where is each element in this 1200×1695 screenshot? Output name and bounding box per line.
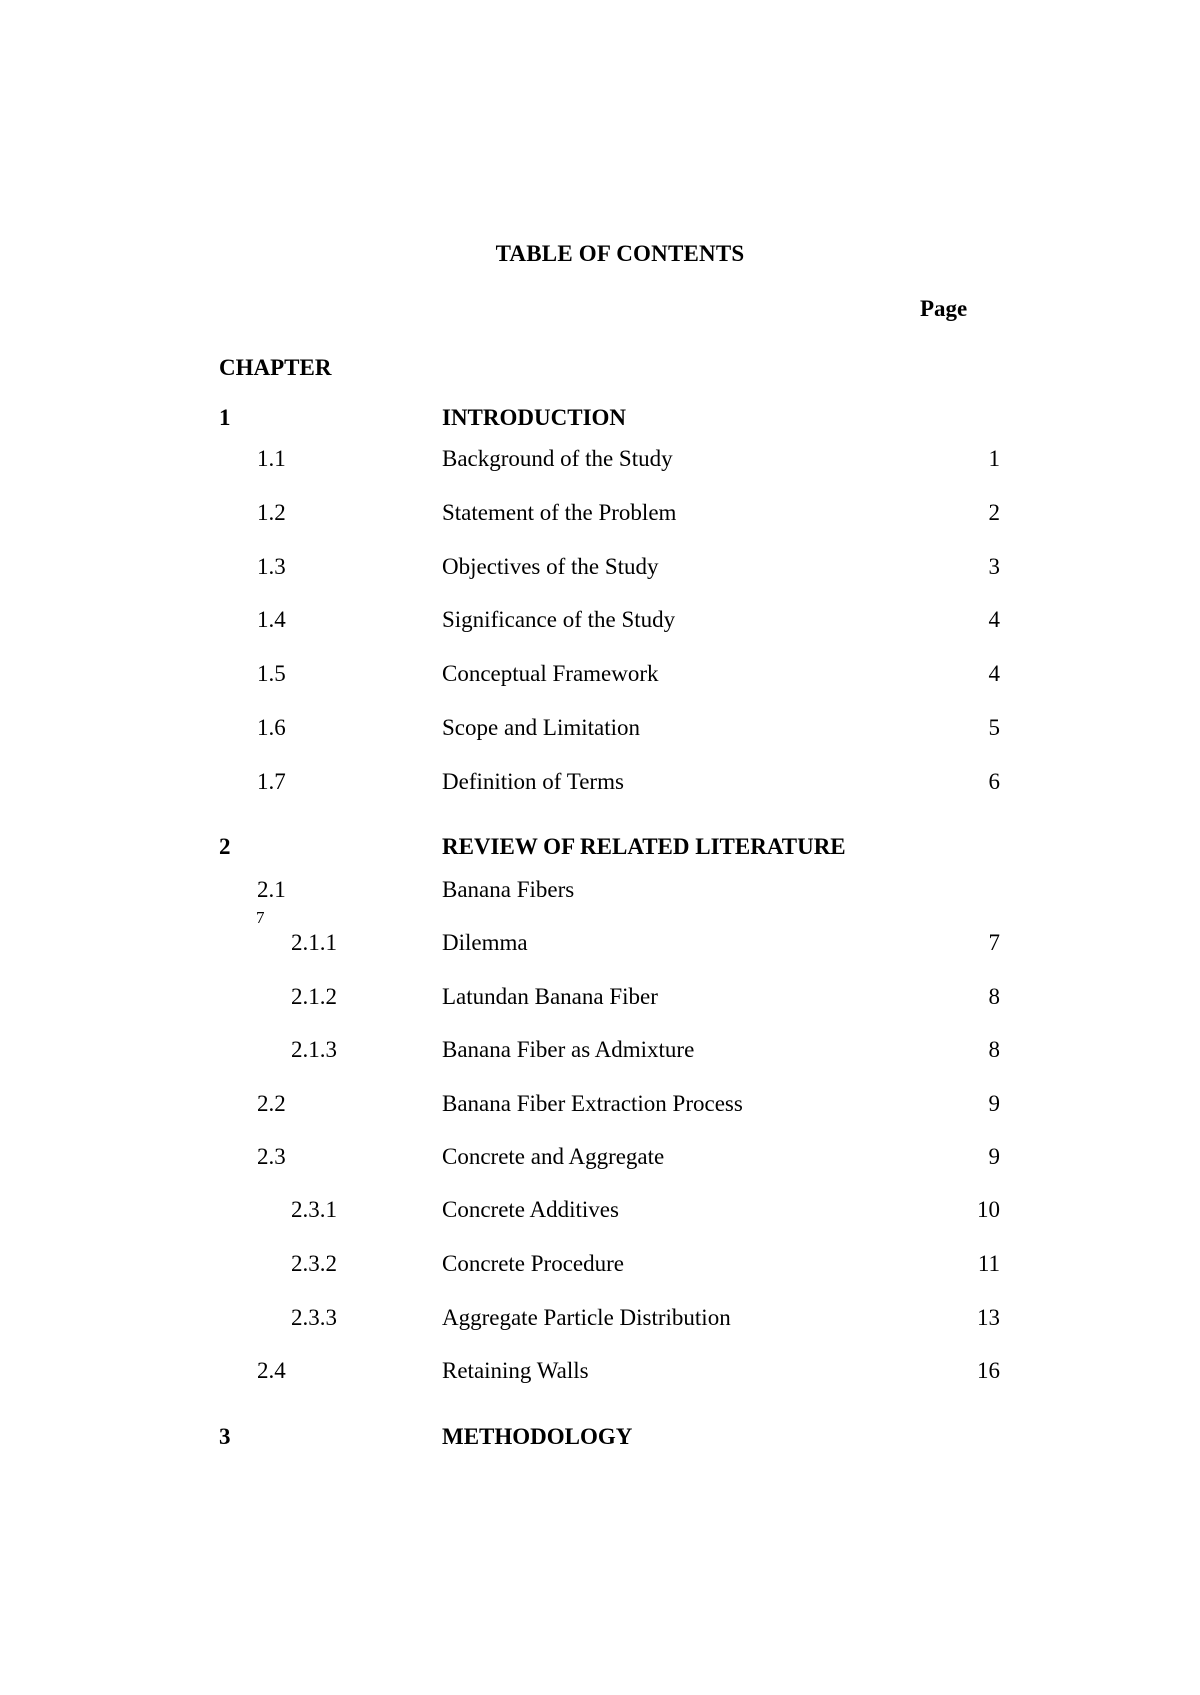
toc-row [0, 1197, 1200, 1227]
toc-number: 1.6 [257, 715, 286, 740]
toc-label: REVIEW OF RELATED LITERATURE [442, 834, 846, 859]
toc-row [0, 1037, 1200, 1067]
toc-page-number: 3 [988, 554, 1000, 579]
toc-page-number: 13 [977, 1305, 1000, 1330]
chapter-column-heading: CHAPTER [219, 355, 332, 380]
page-column-heading: Page [920, 296, 968, 321]
toc-row [0, 1251, 1200, 1281]
toc-number: 1.7 [257, 769, 286, 794]
toc-page-number: 9 [988, 1091, 1000, 1116]
toc-chapter-row [0, 834, 1200, 864]
stray-page-mark: 7 [256, 908, 265, 927]
toc-number: 1.3 [257, 554, 286, 579]
toc-label: Conceptual Framework [442, 661, 659, 686]
toc-row [0, 769, 1200, 799]
toc-number: 1.5 [257, 661, 286, 686]
toc-label: Banana Fibers [442, 877, 575, 902]
toc-number: 2.1.3 [291, 1037, 337, 1062]
toc-row [0, 1091, 1200, 1121]
toc-page-number: 4 [988, 607, 1000, 632]
toc-row [0, 715, 1200, 745]
toc-chapter-row [0, 405, 1200, 435]
toc-number: 2.4 [257, 1358, 286, 1383]
toc-page-number: 1 [988, 446, 1000, 471]
toc-number: 2.3 [257, 1144, 286, 1169]
toc-number: 2.1 [257, 877, 286, 902]
toc-label: Objectives of the Study [442, 554, 659, 579]
toc-page-number: 4 [988, 661, 1000, 686]
toc-row [0, 607, 1200, 637]
toc-row [0, 1358, 1200, 1388]
toc-page-number: 16 [977, 1358, 1000, 1383]
toc-page-number: 7 [988, 930, 1000, 955]
toc-label: METHODOLOGY [442, 1424, 633, 1449]
toc-label: INTRODUCTION [442, 405, 627, 430]
toc-label: Significance of the Study [442, 607, 676, 632]
toc-row [0, 877, 1200, 907]
toc-page-number: 5 [988, 715, 1000, 740]
toc-row [0, 554, 1200, 584]
toc-label: Scope and Limitation [442, 715, 641, 740]
toc-page-number: 6 [988, 769, 1000, 794]
toc-label: Dilemma [442, 930, 528, 955]
toc-row [0, 1144, 1200, 1174]
toc-label: Concrete Additives [442, 1197, 619, 1222]
toc-number: 2.1.1 [291, 930, 337, 955]
toc-number: 2.1.2 [291, 984, 337, 1009]
toc-number: 2.3.3 [291, 1305, 337, 1330]
toc-row [0, 661, 1200, 691]
toc-number: 1 [219, 405, 231, 430]
toc-label: Background of the Study [442, 446, 673, 471]
toc-number: 2 [219, 834, 231, 859]
toc-page-number: 10 [977, 1197, 1000, 1222]
toc-label: Statement of the Problem [442, 500, 677, 525]
toc-label: Banana Fiber Extraction Process [442, 1091, 743, 1116]
toc-number: 2.3.2 [291, 1251, 337, 1276]
toc-row [0, 930, 1200, 960]
toc-page-number: 8 [988, 984, 1000, 1009]
toc-label: Concrete Procedure [442, 1251, 625, 1276]
toc-label: Retaining Walls [442, 1358, 589, 1383]
toc-row [0, 1305, 1200, 1335]
document-title: TABLE OF CONTENTS [495, 241, 745, 266]
toc-row [0, 984, 1200, 1014]
toc-label: Aggregate Particle Distribution [442, 1305, 731, 1330]
toc-number: 1.4 [257, 607, 286, 632]
toc-number: 1.1 [257, 446, 286, 471]
toc-label: Latundan Banana Fiber [442, 984, 658, 1009]
toc-number: 2.3.1 [291, 1197, 337, 1222]
toc-label: Banana Fiber as Admixture [442, 1037, 695, 1062]
toc-page-number: 2 [988, 500, 1000, 525]
toc-number: 3 [219, 1424, 231, 1449]
toc-number: 1.2 [257, 500, 286, 525]
toc-row [0, 446, 1200, 476]
toc-row [0, 500, 1200, 530]
toc-number: 2.2 [257, 1091, 286, 1116]
toc-page-number: 11 [977, 1251, 1000, 1276]
toc-label: Definition of Terms [442, 769, 624, 794]
toc-label: Concrete and Aggregate [442, 1144, 665, 1169]
toc-chapter-row [0, 1424, 1200, 1454]
toc-page-number: 8 [988, 1037, 1000, 1062]
toc-page-number: 9 [988, 1144, 1000, 1169]
